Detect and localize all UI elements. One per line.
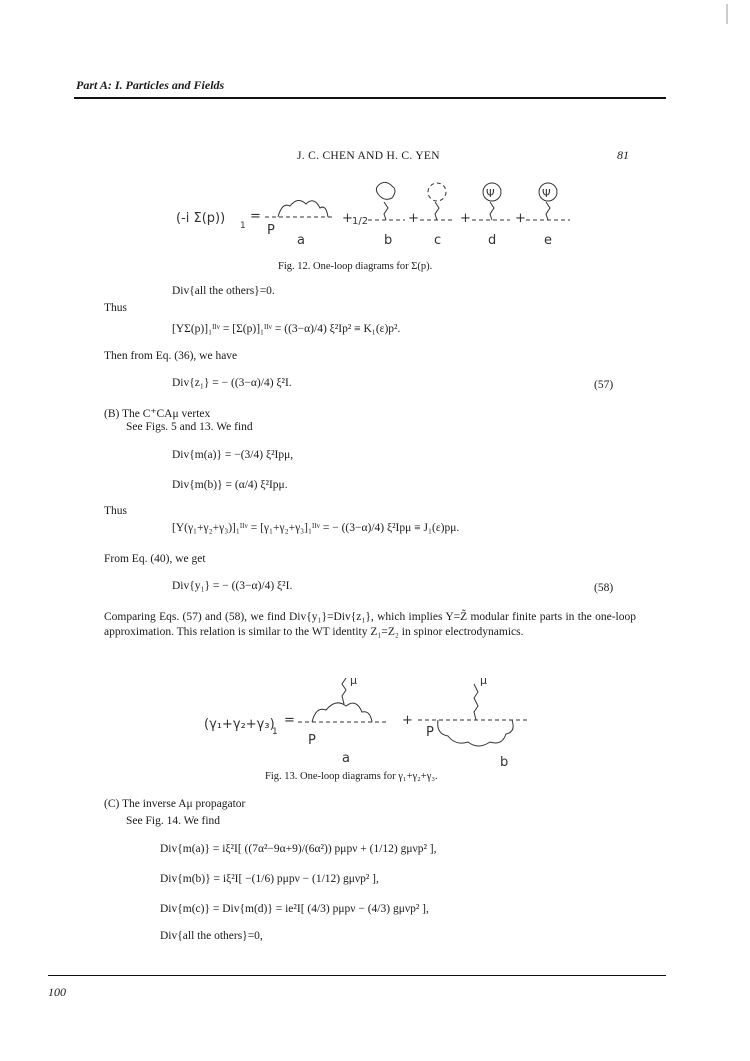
fig12-c-ghost-loop: [428, 183, 446, 201]
eq-sigma: [YΣ(p)]₁ᴵᴵᵛ = [Σ(p)]₁ᴵᴵᵛ = ((3−α)/4) ξ²Ip² ≡ K₁(ε)p².: [172, 323, 401, 335]
fig13-lhs-sub: 1: [272, 727, 278, 737]
eq-gamma: [Y(γ₁+γ₂+γ₃)]₁ᴵᴵᵛ = [γ₁+γ₂+γ₃]₁ᴵᴵᵛ = − ((3−α)/4) ξ²Ipμ ≡ J₁(ε)pμ.: [172, 522, 460, 534]
fig12-half: 1/2: [352, 216, 369, 227]
footer-rule: [48, 975, 666, 976]
fig13-b-momentum: P: [426, 725, 434, 740]
fig12-lhs: (-i Σ(p)): [176, 211, 226, 226]
b-div-ma: Div{m(a)} = −(3/4) ξ²Ipμ,: [172, 449, 294, 461]
fig13-a-mu: μ: [350, 674, 357, 687]
fig13-plus: +: [402, 713, 413, 728]
fig12-a-gluon-loop: [278, 200, 328, 217]
fig12-equals: =: [250, 209, 261, 224]
fig12-lhs-sub: 1: [240, 221, 246, 231]
scan-edge-mark: [726, 4, 728, 24]
from-eq-40: From Eq. (40), we get: [104, 553, 206, 565]
section-c-title: (C) The inverse Aμ propagator: [104, 798, 246, 810]
fig12-plus-1: +: [342, 211, 353, 226]
fig13-b-external-gluon: [474, 684, 478, 720]
fig13-a-external-gluon: [342, 678, 346, 704]
fig13-diagrams: [200, 670, 540, 770]
comparing-paragraph: Comparing Eqs. (57) and (58), we find Div{y₁}=Div{z₁}, which implies Y=Z̃ modular finite parts in the one-loop approximation. This relation is similar to the WT identity Z₁=Z₂ in spinor electrodynamics.: [104, 611, 636, 638]
c-div-mc: Div{m(c)} = Div{m(d)} = ie²I[ (4/3) pμpν − (4/3) gμνp² ],: [160, 903, 429, 915]
thus-1: Thus: [104, 302, 127, 314]
page-number-bottom: 100: [48, 985, 66, 999]
b-div-mb: Div{m(b)} = (α/4) ξ²Ipμ.: [172, 479, 288, 491]
fig13-b-mu: μ: [480, 674, 487, 687]
fig12-plus-2: +: [408, 211, 419, 226]
section-header: Part A: I. Particles and Fields: [76, 78, 225, 92]
fig12-caption: Fig. 12. One-loop diagrams for Σ(p).: [278, 261, 433, 272]
section-b-title: (B) The C⁺CAμ vertex: [104, 408, 211, 420]
fig13-a-momentum: P: [308, 733, 316, 748]
fig12-plus-3: +: [460, 211, 471, 226]
div-others-1: Div{all the others}=0.: [172, 285, 275, 297]
thus-2: Thus: [104, 505, 127, 517]
fig13-equals: =: [284, 713, 295, 728]
fig12-d-psi: Ψ: [486, 187, 495, 200]
fig13-caption: Fig. 13. One-loop diagrams for γ₁+γ₂+γ₃.: [265, 771, 438, 782]
page-number-right: 81: [617, 148, 629, 162]
fig13-label-b: b: [500, 755, 509, 770]
fig13-lhs: (γ₁+γ₂+γ₃): [204, 717, 275, 732]
running-head: J. C. CHEN AND H. C. YEN: [297, 150, 440, 162]
c-div-mb: Div{m(b)} = iξ²I[ −(1/6) pμpν − (1/12) gμνp² ],: [160, 873, 379, 885]
eq-58-number: (58): [594, 582, 614, 594]
fig12-b-gluon-loop: [376, 182, 395, 220]
eq-57-number: (57): [594, 379, 614, 391]
fig12-c-gluon: [435, 202, 439, 220]
fig12-label-a: a: [297, 233, 305, 248]
fig12-label-e: e: [544, 233, 552, 248]
fig13-a-gluon-loop: [312, 703, 372, 722]
header-rule: [74, 97, 666, 99]
eq-57: Div{z₁} = − ((3−α)/4) ξ²I.: [172, 377, 292, 389]
fig12-label-b: b: [384, 233, 393, 248]
fig12-label-c: c: [434, 233, 442, 248]
section-c-see: See Fig. 14. We find: [126, 815, 221, 827]
c-div-ma: Div{m(a)} = iξ²I[ ((7α²−9α+9)/(6α²)) pμpν + (1/12) gμνp² ],: [160, 843, 437, 855]
fig12-label-d: d: [488, 233, 497, 248]
fig12-a-momentum: P: [267, 223, 275, 238]
eq-58: Div{y₁} = − ((3−α)/4) ξ²I.: [172, 580, 293, 592]
c-div-others: Div{all the others}=0,: [160, 930, 263, 942]
fig12-diagrams: [170, 180, 590, 250]
fig12-e-psi: Ψ: [542, 187, 551, 200]
fig12-e-gluon: [546, 202, 550, 220]
fig13-label-a: a: [342, 751, 350, 766]
fig12-plus-4: +: [515, 211, 526, 226]
fig12-d-gluon: [490, 202, 494, 220]
section-b-see: See Figs. 5 and 13. We find: [126, 421, 253, 433]
fig13-b-gluon-loop: [438, 720, 513, 746]
then-from-36: Then from Eq. (36), we have: [104, 350, 238, 362]
